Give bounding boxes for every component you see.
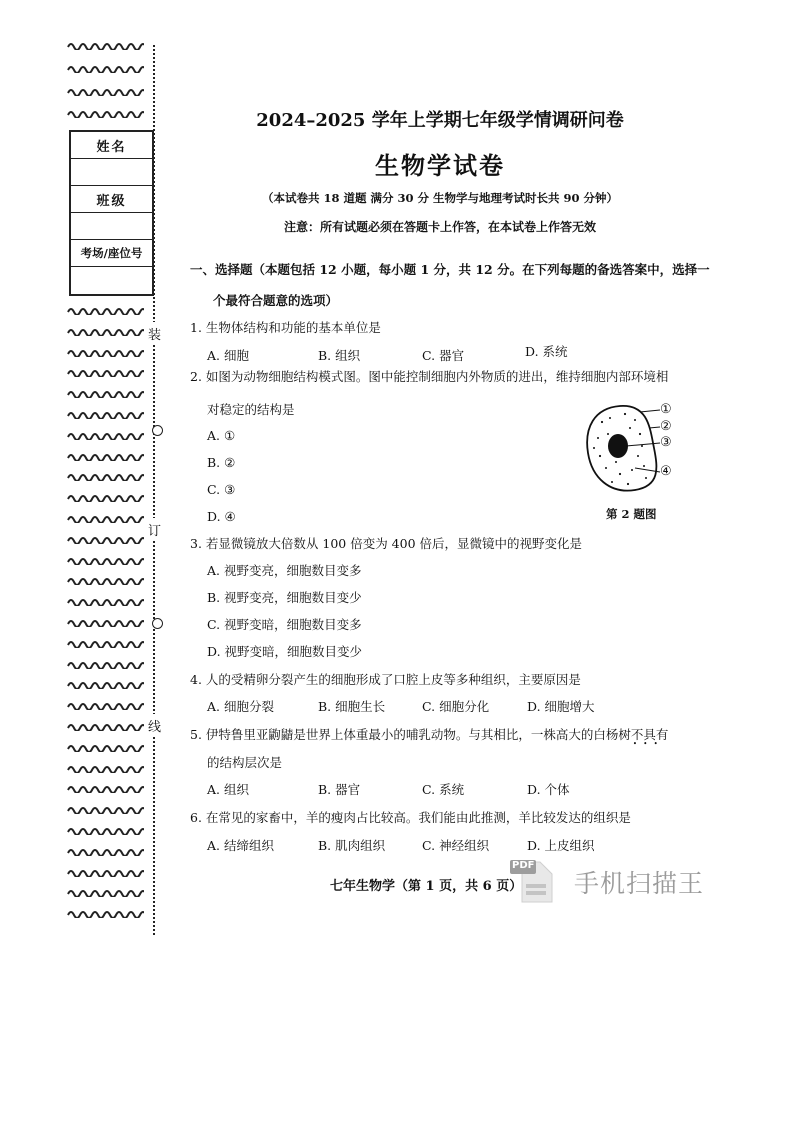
exam-info: （本试卷共 18 道题 满分 30 分 生物学与地理考试时长共 90 分钟）	[261, 191, 619, 205]
question-5-emphasis: 不具有 • • •	[631, 727, 669, 742]
wave-ornament	[66, 492, 144, 502]
binding-line	[153, 45, 155, 935]
wave-ornament	[66, 555, 144, 565]
question-5-stem-text: 5. 伊特鲁里亚鼩鼱是世界上体重最小的哺乳动物。与其相比，一株高大的白杨树	[190, 727, 631, 742]
q5-option-a: A. 组织	[207, 782, 249, 797]
name-label: 姓名	[71, 132, 152, 159]
wave-ornament	[66, 575, 144, 585]
wave-ornament	[66, 409, 144, 419]
wave-ornament	[66, 471, 144, 481]
wave-ornament	[66, 451, 144, 461]
section-heading: 一、选择题（本题包括 12 小题，每小题 1 分，共 12 分。在下列每题的备选答案中，选择一	[190, 262, 710, 277]
seat-label: 考场/座位号	[71, 240, 152, 267]
wave-ornament	[66, 700, 144, 710]
wave-ornament	[66, 347, 144, 357]
wave-ornament	[66, 534, 144, 544]
notice: 注意：所有试题必须在答题卡上作答，在本试卷上作答无效	[283, 220, 596, 234]
figure-label-3: ③	[660, 435, 672, 450]
wave-ornament	[66, 305, 144, 315]
section-heading-cont: 个最符合题意的选项）	[213, 293, 339, 308]
pdf-watermark-icon	[510, 858, 558, 906]
subject-title: 生物学试卷	[375, 151, 505, 180]
page-footer: 七年生物学（第 1 页，共 6 页）	[330, 879, 523, 894]
wave-ornament	[66, 825, 144, 835]
figure-label-1: ①	[660, 402, 672, 417]
seat-field[interactable]	[71, 267, 152, 293]
q5-option-d: D. 个体	[527, 782, 570, 797]
wave-ornament	[66, 867, 144, 877]
wave-ornament	[66, 367, 144, 377]
wave-ornament	[66, 887, 144, 897]
wave-ornament	[66, 721, 144, 731]
binder-char-xian: 线	[148, 714, 161, 737]
q2-option-d: D. ④	[207, 509, 236, 524]
wave-ornament	[66, 40, 144, 50]
question-1-stem: 1. 生物体结构和功能的基本单位是	[190, 320, 381, 335]
q2-option-a: A. ①	[207, 428, 236, 443]
q1-option-a: A. 细胞	[207, 348, 249, 363]
pdf-badge-text: PDF	[512, 860, 535, 871]
wave-ornament	[66, 388, 144, 398]
figure-label-2: ②	[660, 419, 672, 434]
figure-caption: 第 2 题图	[606, 507, 657, 521]
q4-option-c: C. 细胞分化	[422, 699, 490, 714]
q6-option-c: C. 神经组织	[422, 838, 490, 853]
class-field[interactable]	[71, 213, 152, 240]
q3-option-c: C. 视野变暗，细胞数目变多	[207, 617, 362, 632]
question-6-stem: 6. 在常见的家畜中，羊的瘦肉占比较高。我们能由此推测，羊比较发达的组织是	[190, 810, 631, 825]
q2-option-b: B. ②	[207, 455, 236, 470]
wave-ornament	[66, 742, 144, 752]
name-field[interactable]	[71, 159, 152, 186]
wave-ornament	[66, 86, 144, 96]
q3-option-d: D. 视野变暗，细胞数目变少	[207, 644, 363, 659]
binding-hole	[152, 618, 163, 629]
q6-option-a: A. 结缔组织	[207, 838, 274, 853]
binding-hole	[152, 425, 163, 436]
q5-option-b: B. 器官	[318, 782, 361, 797]
q1-option-d: D. 系统	[525, 344, 568, 359]
q6-option-b: B. 肌肉组织	[318, 838, 386, 853]
student-info-box	[69, 130, 154, 296]
wave-ornament	[66, 763, 144, 773]
wave-ornament	[66, 617, 144, 627]
q6-option-d: D. 上皮组织	[527, 838, 595, 853]
q4-option-b: B. 细胞生长	[318, 699, 386, 714]
wave-ornament	[66, 783, 144, 793]
binder-char-zhuang: 装	[148, 322, 161, 345]
question-2-stem-cont: 对稳定的结构是	[207, 402, 295, 417]
wave-ornament	[66, 638, 144, 648]
exam-title: 2024–2025 学年上学期七年级学情调研问卷	[256, 110, 624, 131]
wave-ornament	[66, 804, 144, 814]
q3-option-a: A. 视野变亮，细胞数目变多	[207, 563, 362, 578]
question-5-stem	[190, 725, 668, 743]
wave-ornament	[66, 326, 144, 336]
wave-ornament	[66, 659, 144, 669]
q1-option-b: B. 组织	[318, 348, 361, 363]
q4-option-d: D. 细胞增大	[527, 699, 595, 714]
binder-char-ding: 订	[148, 518, 161, 541]
q3-option-b: B. 视野变亮，细胞数目变少	[207, 590, 362, 605]
class-label: 班级	[71, 186, 152, 213]
cell-nucleus	[608, 434, 628, 458]
question-4-stem: 4. 人的受精卵分裂产生的细胞形成了口腔上皮等多种组织，主要原因是	[190, 672, 581, 687]
wave-ornament	[66, 430, 144, 440]
wave-ornament	[66, 108, 144, 118]
question-3-stem: 3. 若显微镜放大倍数从 100 倍变为 400 倍后，显微镜中的视野变化是	[190, 536, 583, 551]
q1-option-c: C. 器官	[422, 348, 465, 363]
figure-label-4: ④	[660, 464, 672, 479]
label-leaders	[626, 410, 660, 472]
wave-ornament	[66, 679, 144, 689]
wave-ornament	[66, 513, 144, 523]
q4-option-a: A. 细胞分裂	[207, 699, 274, 714]
question-5-stem-cont: 的结构层次是	[207, 755, 283, 770]
q5-option-c: C. 系统	[422, 782, 465, 797]
wave-ornament	[66, 596, 144, 606]
wave-ornament	[66, 846, 144, 856]
wave-ornament	[66, 908, 144, 918]
wave-ornament	[66, 63, 144, 73]
q2-option-c: C. ③	[207, 482, 236, 497]
animal-cell-diagram	[580, 398, 700, 498]
watermark-text: 手机扫描王	[574, 869, 705, 898]
question-2-stem: 2. 如图为动物细胞结构模式图。图中能控制细胞内外物质的进出，维持细胞内部环境相	[190, 369, 669, 384]
